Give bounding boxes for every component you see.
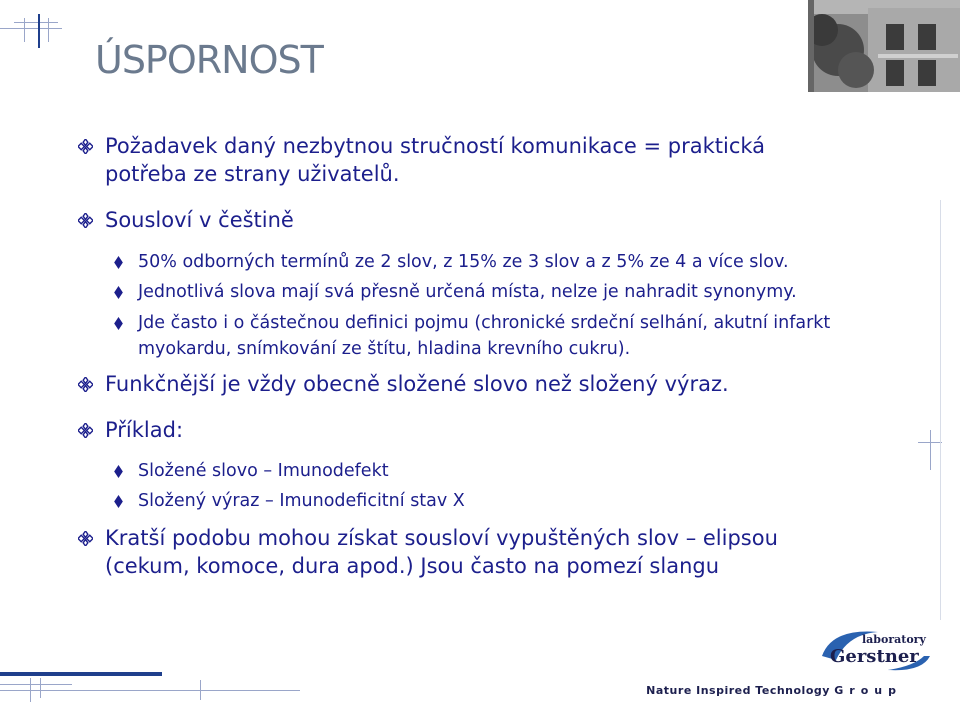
bullet-item-example: [78, 416, 183, 444]
bullet-text-continued: (cekum, komoce, dura apod.) Jsou často na pomezí slangu: [105, 554, 720, 578]
sub-bullet-item: [114, 488, 465, 514]
four-diamond-bullet-icon: [78, 370, 105, 398]
sub-bullet-text-continued: myokardu, snímkování ze štítu, hladina krevního cukru).: [138, 339, 631, 359]
diamond-bullet-icon: [114, 249, 138, 275]
bullet-text-continued: potřeba ze strany uživatelů.: [105, 162, 400, 186]
diamond-bullet-icon: [114, 310, 138, 336]
logo-line1: laboratory: [862, 633, 926, 646]
bullet-text: Sousloví v češtině: [105, 208, 294, 232]
four-diamond-bullet-icon: [78, 132, 105, 160]
bullet-text: Kratší podobu mohou získat sousloví vypuštěných slov – elipsou: [105, 526, 778, 550]
sub-bullet-text: 50% odborných termínů ze 2 slov, z 15% ze 3 slov a z 5% ze 4 a více slov.: [138, 252, 789, 272]
four-diamond-bullet-icon: [78, 524, 105, 552]
bullet-item-shorter-form: [78, 524, 778, 580]
bullet-text: Příklad:: [105, 418, 184, 442]
sub-bullet-text: Jde často i o částečnou definici pojmu (chronické srdeční selhání, akutní infarkt: [138, 313, 831, 333]
sub-bullet-item: [114, 249, 789, 275]
sub-bullet-item: [114, 279, 797, 305]
bullet-text: Požadavek daný nezbytnou stručností komunikace = praktická: [105, 134, 766, 158]
bullet-item-phrases: [78, 206, 294, 234]
footer-brand: [646, 684, 902, 697]
sub-bullet-text: Složené slovo – Imunodefekt: [138, 461, 389, 481]
footer-brand-text: Nature Inspired Technology: [646, 684, 830, 697]
slide-title: ÚSPORNOST: [95, 38, 323, 82]
bullet-text: Funkčnější je vždy obecně složené slovo než složený výraz.: [105, 372, 729, 396]
diamond-bullet-icon: [114, 458, 138, 484]
footer-accent-bar: [0, 672, 162, 676]
sub-bullet-item: [114, 310, 830, 362]
sub-bullet-text: Jednotlivá slova mají svá přesně určená místa, nelze je nahradit synonymy.: [138, 282, 797, 302]
diamond-bullet-icon: [114, 279, 138, 305]
bullet-item-compound: [78, 370, 729, 398]
footer-brand-group: Group: [834, 684, 902, 697]
four-diamond-bullet-icon: [78, 206, 105, 234]
laboratory-gerstner-logo: [818, 626, 938, 676]
diamond-bullet-icon: [114, 488, 138, 514]
four-diamond-bullet-icon: [78, 416, 105, 444]
sub-bullet-item: [114, 458, 389, 484]
sub-bullet-text: Složený výraz – Imunodeficitní stav X: [138, 491, 465, 511]
bullet-item-requirement: [78, 132, 765, 188]
logo-line2: Gerstner: [830, 646, 919, 667]
